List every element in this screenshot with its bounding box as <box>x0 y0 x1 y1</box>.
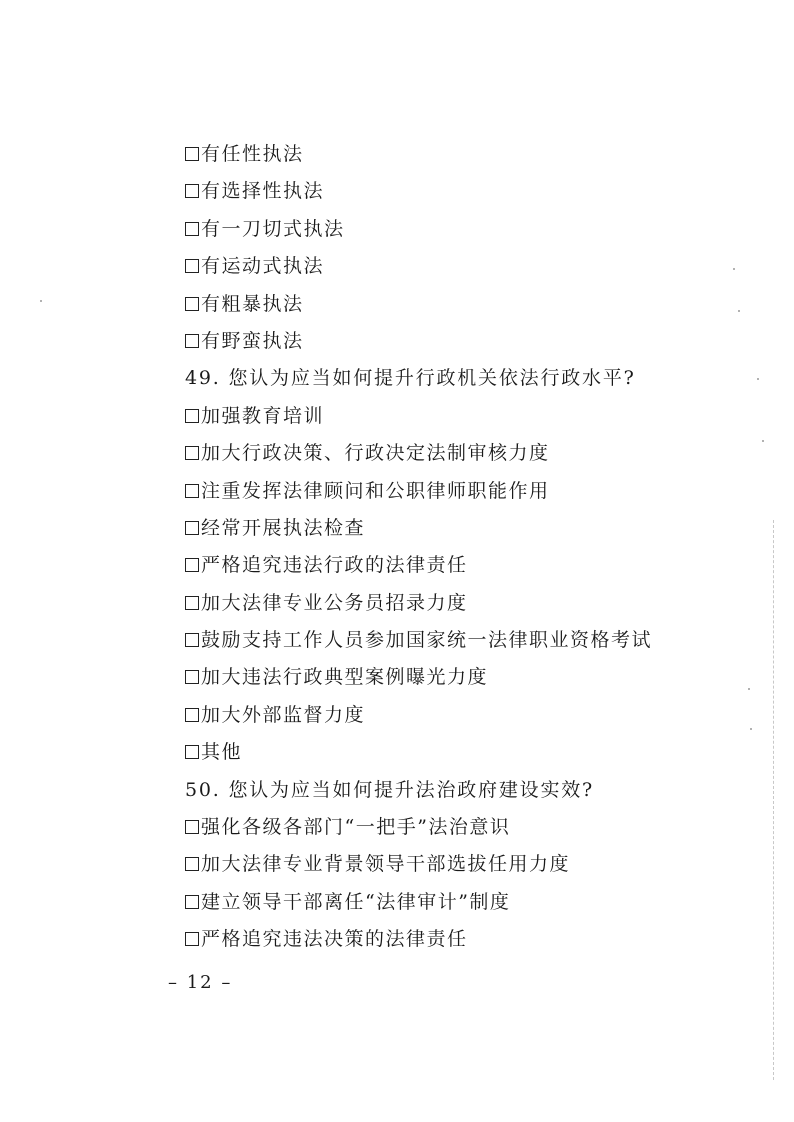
option-q49-3[interactable] <box>185 473 705 510</box>
option-q48-2[interactable] <box>185 173 705 210</box>
option-label: 鼓励支持工作人员参加国家统一法律职业资格考试 <box>201 629 653 652</box>
option-q49-7[interactable] <box>185 622 705 659</box>
option-q49-5[interactable] <box>185 547 705 584</box>
checkbox[interactable] <box>185 184 199 198</box>
option-label: 加大法律专业公务员招录力度 <box>201 591 468 614</box>
scan-speck <box>40 300 42 302</box>
option-q50-2[interactable] <box>185 846 705 883</box>
checkbox[interactable] <box>185 895 199 909</box>
option-label: 强化各级各部门“一把手”法治意识 <box>201 816 511 839</box>
option-label: 经常开展执法检查 <box>201 516 366 539</box>
option-label: 注重发挥法律顾问和公职律师职能作用 <box>201 479 550 502</box>
checkbox[interactable] <box>185 297 199 311</box>
question-49-title: 49. 您认为应当如何提升行政机关依法行政水平? <box>185 367 636 390</box>
option-q50-3[interactable] <box>185 884 705 921</box>
survey-content <box>185 136 705 959</box>
checkbox[interactable] <box>185 558 199 572</box>
checkbox[interactable] <box>185 484 199 498</box>
scan-edge-line <box>773 520 774 1080</box>
scan-speck <box>762 440 764 442</box>
option-q48-6[interactable] <box>185 323 705 360</box>
option-q50-1[interactable] <box>185 809 705 846</box>
option-q48-5[interactable] <box>185 286 705 323</box>
option-label: 加强教育培训 <box>201 404 325 427</box>
checkbox[interactable] <box>185 446 199 460</box>
scan-speck <box>750 728 752 730</box>
option-q49-2[interactable] <box>185 435 705 472</box>
option-label: 有选择性执法 <box>201 180 325 203</box>
option-q49-10[interactable] <box>185 734 705 771</box>
option-label: 加大外部监督力度 <box>201 703 366 726</box>
checkbox[interactable] <box>185 857 199 871</box>
option-q48-3[interactable] <box>185 211 705 248</box>
option-q48-4[interactable] <box>185 248 705 285</box>
option-label: 有野蛮执法 <box>201 329 304 352</box>
checkbox[interactable] <box>185 820 199 834</box>
option-label: 有粗暴执法 <box>201 292 304 315</box>
checkbox[interactable] <box>185 932 199 946</box>
checkbox[interactable] <box>185 745 199 759</box>
option-q48-1[interactable] <box>185 136 705 173</box>
checkbox[interactable] <box>185 633 199 647</box>
scan-speck <box>733 268 735 270</box>
checkbox[interactable] <box>185 147 199 161</box>
option-q49-9[interactable] <box>185 697 705 734</box>
option-label: 建立领导干部离任“法律审计”制度 <box>201 890 511 913</box>
scan-speck <box>757 378 759 380</box>
option-label: 严格追究违法行政的法律责任 <box>201 554 468 577</box>
checkbox[interactable] <box>185 596 199 610</box>
option-label: 其他 <box>201 741 243 764</box>
scan-speck <box>738 310 740 312</box>
option-q49-6[interactable] <box>185 585 705 622</box>
page-number: – 12 – <box>168 972 233 993</box>
checkbox[interactable] <box>185 222 199 236</box>
question-50-title: 50. 您认为应当如何提升法治政府建设实效? <box>185 778 595 801</box>
checkbox[interactable] <box>185 670 199 684</box>
option-q49-8[interactable] <box>185 659 705 696</box>
option-q49-1[interactable] <box>185 398 705 435</box>
option-label: 加大法律专业背景领导干部选拔任用力度 <box>201 853 571 876</box>
option-label: 有一刀切式执法 <box>201 217 345 240</box>
checkbox[interactable] <box>185 259 199 273</box>
option-q50-4[interactable] <box>185 921 705 958</box>
option-label: 加大违法行政典型案例曝光力度 <box>201 666 489 689</box>
option-label: 有运动式执法 <box>201 255 325 278</box>
option-label: 加大行政决策、行政决定法制审核力度 <box>201 442 550 465</box>
option-label: 严格追究违法决策的法律责任 <box>201 928 468 951</box>
checkbox[interactable] <box>185 521 199 535</box>
scan-speck <box>748 688 750 690</box>
option-label: 有任性执法 <box>201 143 304 165</box>
checkbox[interactable] <box>185 334 199 348</box>
checkbox[interactable] <box>185 409 199 423</box>
checkbox[interactable] <box>185 708 199 722</box>
option-q49-4[interactable] <box>185 510 705 547</box>
